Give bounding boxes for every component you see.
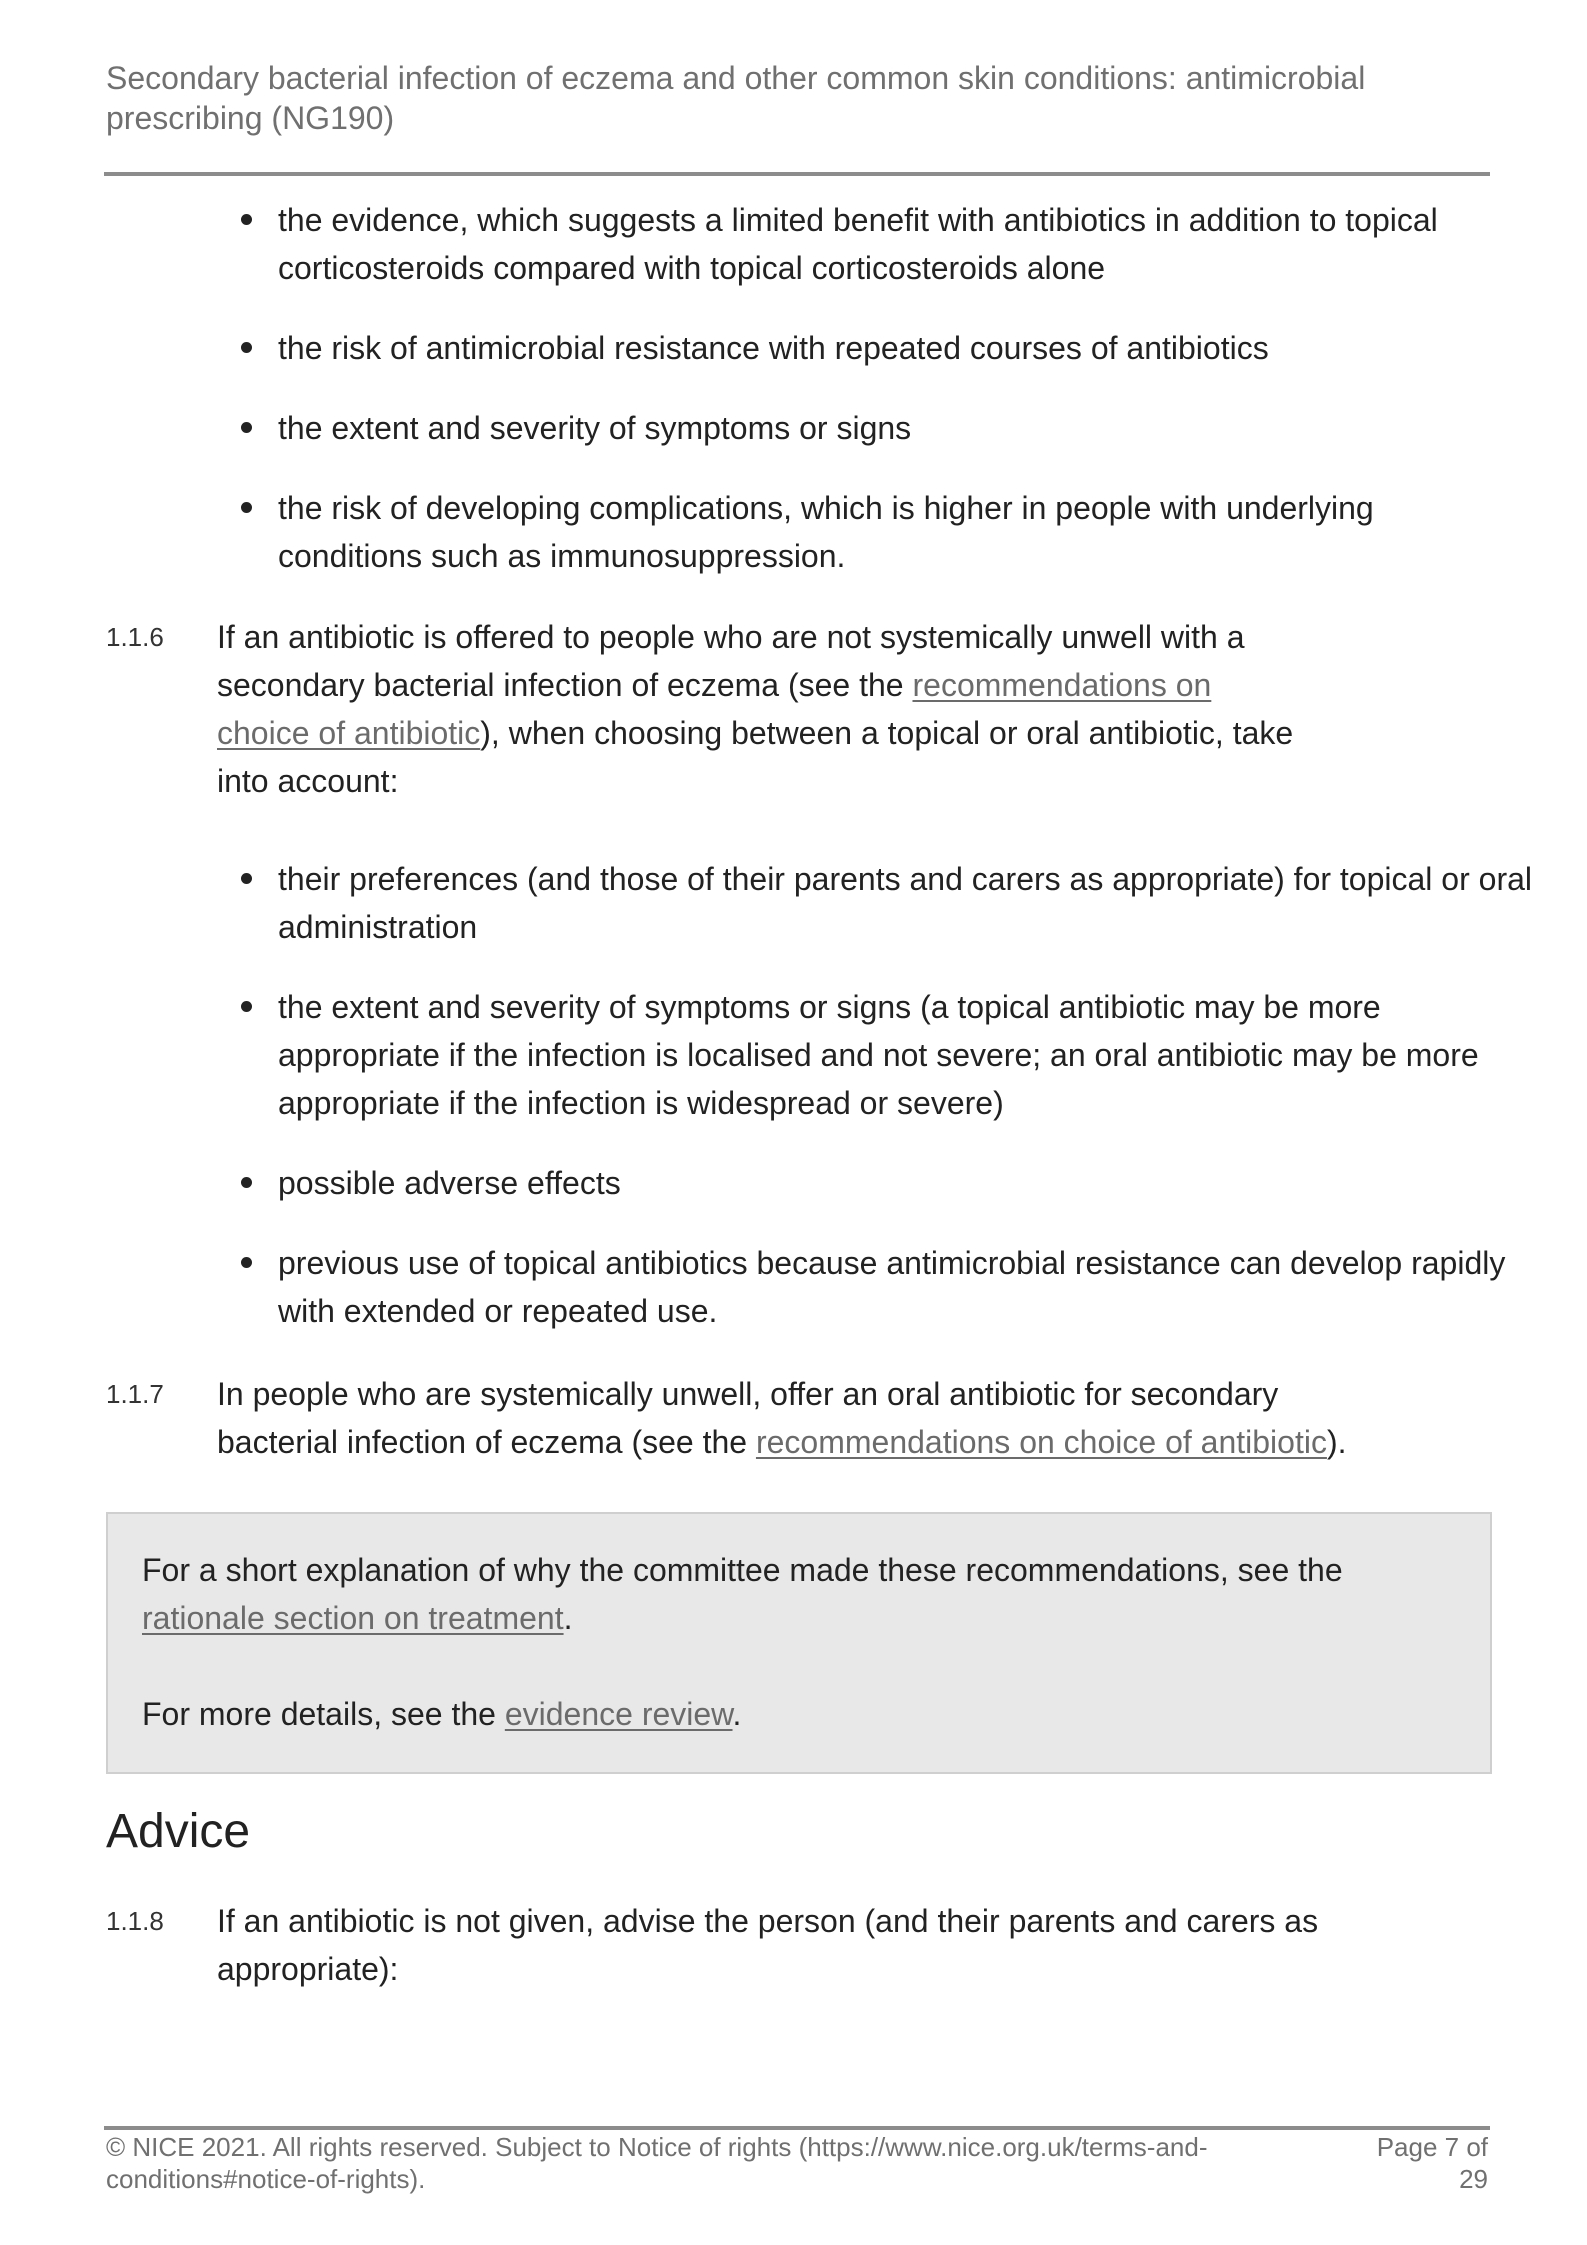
rationale-link[interactable]: rationale section on treatment [142, 1600, 564, 1636]
header-divider [104, 172, 1490, 176]
copyright-notice: © NICE 2021. All rights reserved. Subject to Notice of rights (https://www.nice.org.uk/terms-and-conditions#notice-of-rights). [106, 2132, 1208, 2194]
running-header: Secondary bacterial infection of eczema and other common skin conditions: antimicrobial prescribing (NG190) [106, 60, 1366, 136]
recommendation-text-start: If an antibiotic is offered to people who are not systemically unwell with a secondary bacterial infection of eczema (see the [217, 619, 1245, 703]
list-item-text: the evidence, which suggests a limited benefit with antibiotics in addition to topical corticosteroids compared with topical corticosteroids alone [278, 202, 1438, 286]
list-item-text: the extent and severity of symptoms or signs [278, 410, 912, 446]
evidence-review-link[interactable]: evidence review [504, 1696, 733, 1732]
callout-text: For more details, see the [142, 1696, 505, 1732]
list-item [230, 404, 1540, 452]
list-item [230, 484, 1468, 580]
recommendation-number: 1.1.6 [106, 622, 164, 652]
choice-of-antibiotic-link[interactable]: recommendations on choice of antibiotic [755, 1424, 1327, 1460]
recommendation-number: 1.1.7 [106, 1379, 164, 1409]
list-item [230, 855, 1540, 951]
bullet-marker [241, 342, 252, 353]
bullet-marker [241, 1177, 252, 1188]
recommendation-text-end: ). [1326, 1424, 1347, 1460]
bullet-list-top [230, 196, 1492, 574]
bullet-marker [241, 502, 252, 513]
callout-text: . [563, 1600, 573, 1636]
list-item [230, 983, 1540, 1127]
callout-paragraph [142, 1546, 1462, 1642]
recommendation-text: If an antibiotic is not given, advise the person (and their parents and carers as appropriate): [217, 1903, 1319, 1987]
recommendation-text-end: ), when choosing between a topical or oral antibiotic, take into account: [217, 715, 1294, 799]
list-item [230, 1159, 1540, 1207]
recommendation-text [217, 613, 1297, 805]
recommendation-number: 1.1.8 [106, 1906, 164, 1936]
section-heading-advice: Advice [106, 1805, 251, 1858]
bullet-marker [241, 214, 252, 225]
footer-divider [104, 2126, 1490, 2130]
bullet-marker [241, 1257, 252, 1268]
list-item [230, 324, 1540, 372]
choice-of-antibiotic-link[interactable]: recommendations on choice of antibiotic [217, 667, 1212, 751]
callout-text: . [732, 1696, 742, 1732]
page-number: Page 7 of 29 [1376, 2132, 1488, 2194]
callout-paragraph [142, 1690, 1462, 1738]
list-item-text: previous use of topical antibiotics because antimicrobial resistance can develop rapidly with extended or repeated use. [278, 1245, 1506, 1329]
list-item-text: possible adverse effects [278, 1165, 621, 1201]
list-item-text: the risk of developing complications, which is higher in people with underlying conditions such as immunosuppression. [278, 490, 1374, 574]
bullet-marker [241, 422, 252, 433]
recommendation-text-start: In people who are systemically unwell, offer an oral antibiotic for secondary bacterial infection of eczema (see the [217, 1376, 1279, 1460]
rationale-callout [106, 1512, 1492, 1774]
callout-text: For a short explanation of why the committee made these recommendations, see the [142, 1552, 1343, 1588]
list-item-text: their preferences (and those of their parents and carers as appropriate) for topical or oral administration [278, 861, 1532, 945]
bullet-marker [241, 1001, 252, 1012]
list-item-text: the risk of antimicrobial resistance with repeated courses of antibiotics [278, 330, 1269, 366]
list-item-text: the extent and severity of symptoms or signs (a topical antibiotic may be more appropriate if the infection is localised and not severe; an oral antibiotic may be more appropriate if the infection is widespread or severe) [278, 989, 1479, 1121]
list-item [230, 196, 1492, 286]
recommendation-text [217, 1370, 1357, 1466]
bullet-marker [241, 873, 252, 884]
list-item [230, 1239, 1540, 1335]
